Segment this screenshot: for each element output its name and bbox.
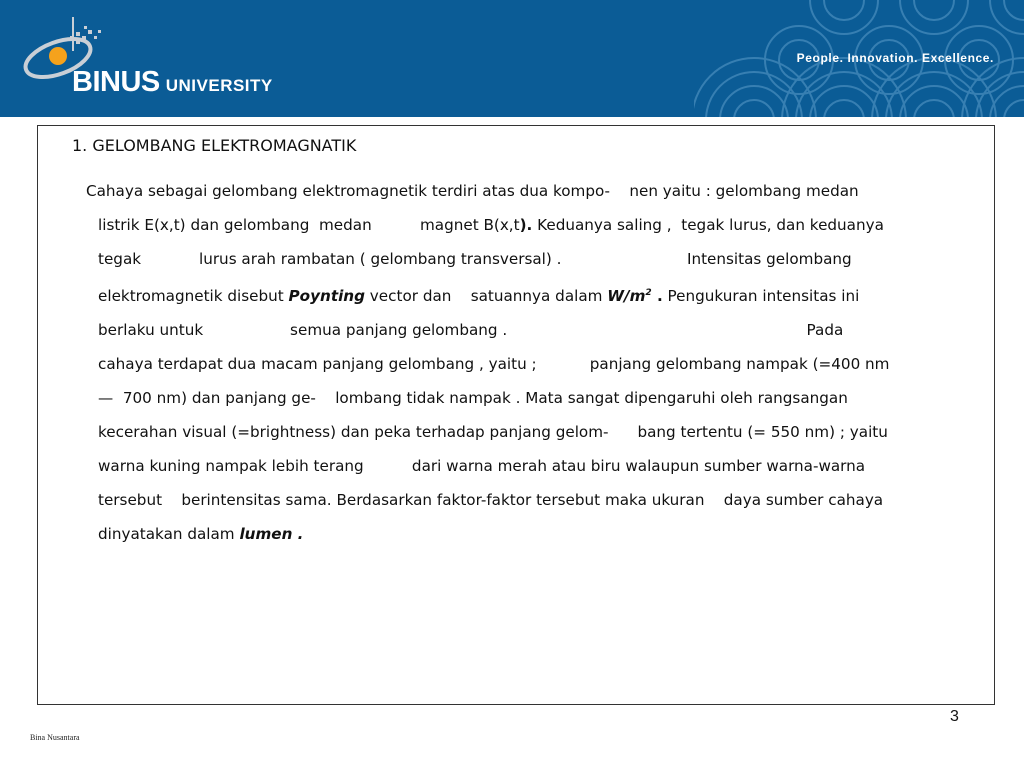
- text-segment: Pengukuran intensitas ini: [662, 287, 860, 306]
- paragraph-line: [86, 174, 986, 208]
- paragraph-line: [86, 313, 986, 347]
- logo-wordmark: [72, 66, 273, 99]
- paragraph-line: [86, 208, 986, 242]
- text-segment: — 700 nm) dan panjang ge- lombang tidak nampak . Mata sangat dipengaruhi oleh rangsangan: [98, 389, 848, 408]
- text-segment: 2: [645, 288, 652, 298]
- paragraph-line: [86, 347, 986, 381]
- paragraph-line: [86, 415, 986, 449]
- text-segment: Poynting: [288, 287, 365, 306]
- text-segment: kecerahan visual (=brightness) dan peka terhadap panjang gelom- bang tertentu (= 550 nm) ; yaitu: [98, 423, 888, 442]
- text-segment: W/m: [607, 287, 646, 306]
- paragraph-line: [86, 381, 986, 415]
- text-segment: listrik E(x,t) dan gelombang medan magnet B(x,t: [98, 216, 520, 234]
- body-paragraph: [86, 174, 986, 551]
- text-segment: lumen .: [239, 525, 304, 544]
- text-segment: elektromagnetik disebut: [98, 287, 289, 306]
- footer-text: Bina Nusantara: [30, 733, 80, 742]
- section-heading: 1. GELOMBANG ELEKTROMAGNATIK: [72, 136, 357, 155]
- text-segment: warna kuning nampak lebih terang dari warna merah atau biru walaupun sumber warna-warna: [98, 457, 866, 476]
- text-segment: Keduanya saling , tegak lurus, dan keduanya: [532, 216, 884, 234]
- paragraph-line: [86, 449, 986, 483]
- header-banner: [0, 0, 1024, 117]
- text-segment: .: [651, 287, 663, 306]
- logo-sub: UNIVERSITY: [165, 76, 273, 95]
- text-segment: Cahaya sebagai gelombang elektromagnetik terdiri atas dua kompo- nen yaitu : gelombang medan: [86, 182, 859, 200]
- paragraph-line: [86, 517, 986, 551]
- logo-brand: BINUS: [72, 66, 160, 98]
- text-segment: berlaku untuk semua panjang gelombang . Pada: [98, 321, 844, 340]
- tagline: People. Innovation. Excellence.: [796, 51, 994, 65]
- paragraph-line: [86, 276, 986, 313]
- paragraph-line: [86, 242, 986, 276]
- text-segment: tersebut berintensitas sama. Berdasarkan faktor-faktor tersebut maka ukuran daya sumber cahaya: [98, 491, 884, 510]
- text-segment: cahaya terdapat dua macam panjang gelombang , yaitu ; panjang gelombang nampak (=400 nm: [98, 355, 890, 374]
- text-segment: vector dan satuannya dalam: [364, 287, 608, 306]
- text-segment: tegak lurus arah rambatan ( gelombang transversal) . Intensitas gelombang: [98, 250, 852, 268]
- text-segment: ).: [519, 216, 533, 234]
- text-segment: dinyatakan dalam: [98, 525, 240, 544]
- page-number: 3: [950, 708, 959, 725]
- paragraph-line: [86, 483, 986, 517]
